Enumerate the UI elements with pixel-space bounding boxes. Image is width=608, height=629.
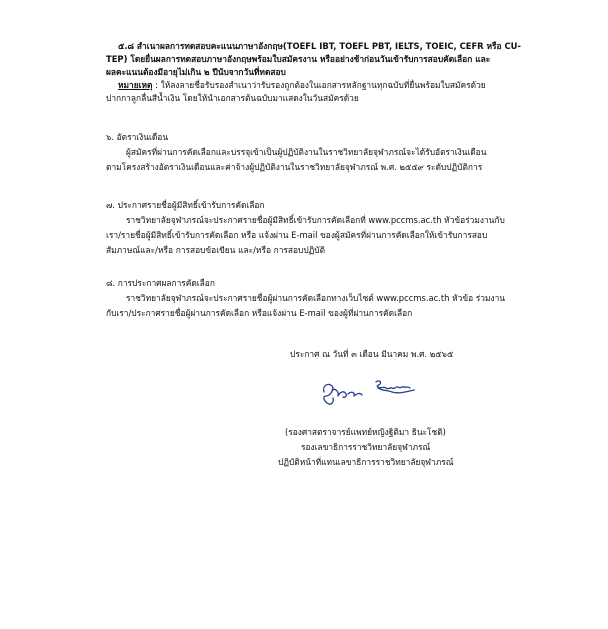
sec58-line3: ผลคะแนนต้องมีอายุไม่เกิน ๒ ปีนับจากวันที่ทดสอบ xyxy=(106,67,286,77)
signatory-name: (รองศาสตราจารย์แพทย์หญิงฐิติมา ธินะโชติ) xyxy=(285,427,446,437)
sec58-note-line2: ปากกาลูกลื่นสีน้ำเงิน โดยให้นำเอกสารต้นฉบับมาแสดงในวันสมัครด้วย xyxy=(106,93,359,103)
note-line1: ให้ลงลายชื่อรับรองสำเนาว่ารับรองถูกต้องในเอกสารหลักฐานทุกฉบับที่ยื่นพร้อมใบสมัครด้วย xyxy=(160,80,486,90)
sec58-line1: ๕.๘ สำเนาผลการทดสอบคะแนนภาษาอังกฤษ(TOEFL IBT, TOEFL PBT, IELTS, TOEIC, CEFR หรือ CU- xyxy=(118,41,521,51)
signature-image xyxy=(318,374,448,410)
sec58-line2: TEP) โดยยื่นผลการทดสอบภาษาอังกฤษพร้อมใบสมัครงาน หรืออย่างช้าก่อนวันเข้ารับการสอบคัดเลือก และ xyxy=(106,54,491,64)
signatory-title1: รองเลขาธิการราชวิทยาลัยจุฬาภรณ์ xyxy=(301,442,431,452)
sec7-line1: ราชวิทยาลัยจุฬาภรณ์จะประกาศรายชื่อผู้มีสิทธิ์เข้ารับการคัดเลือกที่ www.pccms.ac.th หัวข้อร่วมงานกับ xyxy=(126,215,505,225)
sec7-line3: สัมภาษณ์และ/หรือ การสอบข้อเขียน และ/หรือ การสอบปฏิบัติ xyxy=(106,245,326,255)
announce-date: ประกาศ ณ วันที่ ๓ เดือน มีนาคม พ.ศ. ๒๕๖๕ xyxy=(290,349,454,359)
sec8-title: ๘. การประกาศผลการคัดเลือก xyxy=(106,278,215,288)
sec7-title: ๗. ประกาศรายชื่อผู้มีสิทธิ์เข้ารับการคัดเลือก xyxy=(106,200,265,210)
note-label: หมายเหตุ xyxy=(118,80,153,90)
sec8-line2: กับเรา/ประกาศรายชื่อผู้ผ่านการคัดเลือก หรือแจ้งผ่าน E-mail ของผู้ที่ผ่านการคัดเลือก xyxy=(106,308,413,318)
sec6-line1: ผู้สมัครที่ผ่านการคัดเลือกและบรรจุเข้าเป็นผู้ปฏิบัติงานในราชวิทยาลัยจุฬาภรณ์จะได้รับอัตราเงินเดือน xyxy=(126,147,487,157)
sec7-line2: เรา/รายชื่อผู้มีสิทธิ์เข้ารับการคัดเลือก หรือ แจ้งผ่าน E-mail ของผู้สมัครที่ผ่านการคัดเลือกให้เข้ารับการสอบ xyxy=(106,230,488,240)
sec8-line1: ราชวิทยาลัยจุฬาภรณ์จะประกาศรายชื่อผู้ผ่านการคัดเลือกทางเว็บไซต์ www.pccms.ac.th หัวข้อ ร่วมงาน xyxy=(126,293,506,303)
sec6-line2: ตามโครงสร้างอัตราเงินเดือนและค่าจ้างผู้ปฏิบัติงานในราชวิทยาลัยจุฬาภรณ์ พ.ศ. ๒๕๕๙ ระดับปฏิบัติการ xyxy=(106,162,483,172)
signatory-title2: ปฏิบัติหน้าที่แทนเลขาธิการราชวิทยาลัยจุฬาภรณ์ xyxy=(278,457,454,467)
sec6-title: ๖. อัตราเงินเดือน xyxy=(106,132,169,142)
note-colon: : xyxy=(152,80,161,90)
sec58-note xyxy=(118,79,486,91)
